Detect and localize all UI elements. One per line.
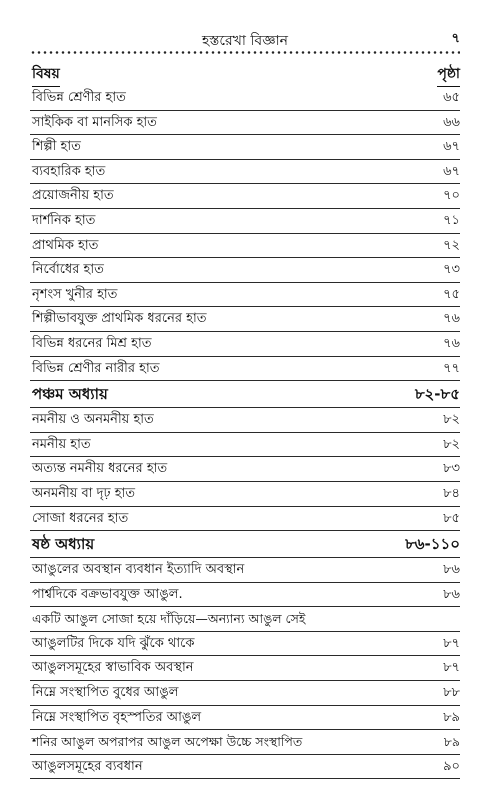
entry-title: শনির আঙুল অপরাপর আঙুল অপেক্ষা উচ্চে সংস্থাপিত bbox=[32, 734, 303, 750]
entry-title: একটি আঙুল সোজা হয়ে দাঁড়িয়ে—অন্যান্য আঙুল সেই bbox=[32, 611, 306, 627]
toc-row bbox=[30, 755, 460, 780]
toc-row bbox=[30, 307, 460, 332]
entry-page-number: ৮৭ bbox=[443, 660, 460, 676]
chapter-title: পঞ্চম অধ্যায় bbox=[32, 385, 108, 404]
entry-title: সোজা ধরনের হাত bbox=[32, 510, 129, 526]
toc-row bbox=[30, 457, 460, 482]
toc-row bbox=[30, 135, 460, 160]
table-of-contents bbox=[30, 86, 460, 779]
entry-title: শিল্পীভাবযুক্ত প্রাথমিক ধরনের হাত bbox=[32, 311, 207, 327]
page-number: ৭ bbox=[451, 31, 460, 46]
entry-title: আঙুলটির দিকে যদি ঝুঁকে থাকে bbox=[32, 635, 195, 651]
entry-page-number: ৭১ bbox=[443, 212, 460, 228]
toc-row bbox=[30, 706, 460, 731]
chapter-title: ষষ্ঠ অধ্যায় bbox=[32, 535, 95, 554]
entry-page-number: ৮২ bbox=[443, 412, 460, 428]
toc-row bbox=[30, 357, 460, 382]
toc-row bbox=[30, 632, 460, 657]
column-headings bbox=[30, 62, 460, 86]
entry-page-number: ৬৭ bbox=[443, 139, 460, 155]
chapter-heading-row bbox=[30, 381, 460, 408]
entry-title: বিভিন্ন শ্রেণীর নারীর হাত bbox=[32, 360, 160, 376]
entry-page-number: ৭৬ bbox=[443, 335, 460, 351]
entry-title: দার্শনিক হাত bbox=[32, 212, 96, 228]
toc-row bbox=[30, 408, 460, 433]
entry-page-number: ৮৫ bbox=[443, 510, 460, 526]
entry-title: অনমনীয় বা দৃঢ় হাত bbox=[32, 485, 136, 501]
entry-page-number: ৮৯ bbox=[443, 734, 460, 750]
toc-row bbox=[30, 656, 460, 681]
entry-title: আঙুলসমূহের ব্যবধান bbox=[32, 758, 143, 774]
topic-column-heading: বিষয় bbox=[32, 62, 60, 87]
chapter-heading-row bbox=[30, 531, 460, 558]
entry-page-number: ৭৩ bbox=[443, 262, 460, 278]
entry-title: নমনীয় হাত bbox=[32, 436, 91, 452]
toc-row bbox=[30, 607, 460, 632]
entry-title: শিল্পী হাত bbox=[32, 139, 81, 155]
entry-page-number: ৮৬ bbox=[443, 562, 460, 578]
entry-title: বিভিন্ন শ্রেণীর হাত bbox=[32, 90, 126, 105]
entry-title: সাইকিক বা মানসিক হাত bbox=[32, 114, 157, 130]
dotted-header-rule bbox=[30, 50, 460, 55]
entry-page-number: ৬৫ bbox=[443, 90, 460, 105]
entry-page-number: ৭৭ bbox=[443, 360, 460, 376]
entry-page-number: ৮২-৮৫ bbox=[414, 385, 460, 404]
book-title: হস্তরেখা বিজ্ঞান bbox=[201, 33, 289, 49]
entry-page-number: ৮২ bbox=[443, 436, 460, 452]
entry-title: নৃশংস খুনীর হাত bbox=[32, 286, 118, 302]
entry-title: প্রাথমিক হাত bbox=[32, 237, 99, 253]
toc-row bbox=[30, 730, 460, 755]
entry-page-number: ৮৯ bbox=[443, 709, 460, 725]
toc-row bbox=[30, 681, 460, 706]
toc-row bbox=[30, 234, 460, 259]
entry-page-number: ৮৪ bbox=[443, 485, 460, 501]
toc-row bbox=[30, 332, 460, 357]
entry-title: নির্বোধের হাত bbox=[32, 262, 104, 278]
entry-page-number: ৭৬ bbox=[443, 311, 460, 327]
toc-row bbox=[30, 160, 460, 185]
toc-row bbox=[30, 184, 460, 209]
toc-row bbox=[30, 86, 460, 111]
entry-page-number: ৮৮ bbox=[443, 685, 460, 701]
toc-row bbox=[30, 433, 460, 458]
toc-row bbox=[30, 583, 460, 608]
toc-row bbox=[30, 209, 460, 234]
entry-title: নমনীয় ও অনমনীয় হাত bbox=[32, 412, 154, 428]
toc-row bbox=[30, 111, 460, 136]
entry-title: নিম্নে সংস্থাপিত বৃহস্পতির আঙুল bbox=[32, 709, 202, 725]
entry-page-number: ৮৬-১১০ bbox=[405, 535, 460, 554]
entry-title: বিভিন্ন ধরনের মিশ্র হাত bbox=[32, 335, 152, 351]
entry-title: পার্শ্বদিকে বক্রভাবযুক্ত আঙুল. bbox=[32, 586, 183, 602]
entry-page-number: ৭০ bbox=[443, 188, 460, 204]
toc-row bbox=[30, 558, 460, 583]
entry-title: অত্যন্ত নমনীয় ধরনের হাত bbox=[32, 461, 168, 477]
entry-title: আঙুলের অবস্থান ব্যবধান ইত্যাদি অবস্থান bbox=[32, 562, 245, 578]
entry-page-number: ৬৭ bbox=[443, 163, 460, 179]
entry-page-number: ৬৬ bbox=[443, 114, 460, 130]
entry-page-number: ৯০ bbox=[443, 758, 460, 774]
entry-title: আঙুলসমূহের স্বাভাবিক অবস্থান bbox=[32, 660, 194, 676]
entry-title: ব্যবহারিক হাত bbox=[32, 163, 106, 179]
entry-page-number: ৭২ bbox=[443, 237, 460, 253]
entry-page-number: ৭৫ bbox=[443, 286, 460, 302]
entry-page-number: ৮৭ bbox=[443, 635, 460, 651]
entry-page-number: ৮৩ bbox=[443, 461, 460, 477]
page-column-heading: পৃষ্ঠা bbox=[437, 62, 460, 87]
toc-row bbox=[30, 283, 460, 308]
toc-row bbox=[30, 482, 460, 507]
entry-title: নিম্নে সংস্থাপিত বুধের আঙুল bbox=[32, 685, 179, 701]
entry-page-number: ৮৬ bbox=[443, 586, 460, 602]
toc-row bbox=[30, 258, 460, 283]
toc-row bbox=[30, 507, 460, 532]
entry-title: প্রয়োজনীয় হাত bbox=[32, 188, 114, 204]
